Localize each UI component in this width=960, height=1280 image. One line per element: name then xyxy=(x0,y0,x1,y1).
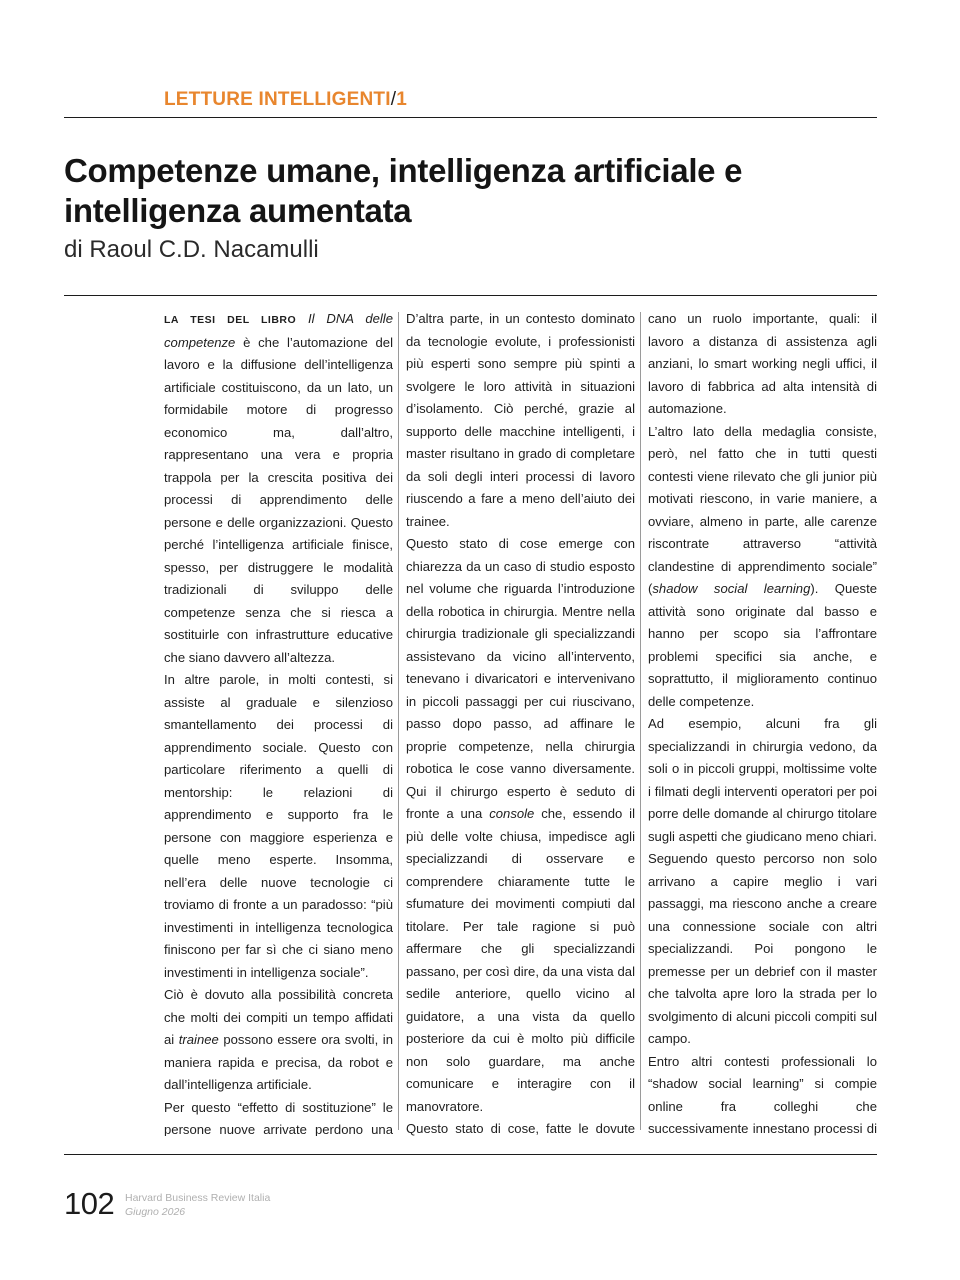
title-rule xyxy=(64,295,877,296)
paragraph-text: è che l’automazione del lavoro e la diffusione dell’intelligenza artificiale costituiscono, da un lato, un formidabile motore di progresso economico ma, dall’altro, rappresentano una vera e propria trappola per la crescita positiva dei processi di apprendimento delle persone e delle organizzazioni. Questo perché l’intelligenza artificiale finisce, spesso, per distruggere le modalità tradizionali di sviluppo delle competenze senza che si riesca a sostituirle con infrastrutture educative che siano davvero all’altezza. xyxy=(164,334,393,665)
paragraph xyxy=(164,308,393,669)
paragraph: In altre parole, in molti contesti, si assiste al graduale e silenzioso smantellamento dei processi di apprendimento sociale. Questo con particolare riferimento a quelli di mentorship: le relazioni di apprendimento e supporto fra le persone con maggiore esperienza e quelle meno esperte. Insomma, nell’era delle nuove tecnologie ci troviamo di fronte a un paradosso: “più investimenti in intelligenza tecnologica finiscono per far sì che ci siano meno investimenti in intelligenza sociale”. xyxy=(164,672,393,980)
paragraph: Ad esempio, alcuni fra gli specializzandi in chirurgia vedono, da soli o in piccoli gruppi, moltissime volte i filmati degli interventi operatori per poi porre delle domande al chirurgo titolare sugli aspetti che giudicano meno chiari. Seguendo questo percorso non solo arrivano a capire meglio i vari passaggi, ma riescono anche a creare una connessione sociale con altri specializzandi. Poi pongono le premesse per un debrief con il master che talvolta apre loro la strada per lo svolgimento di alcuni piccoli compiti sul campo. xyxy=(648,716,877,1046)
section-name: LETTURE INTELLIGENTI xyxy=(164,89,391,110)
text-column-1 xyxy=(164,308,393,1136)
article-title: Competenze umane, intelligenza artificiale e intelligenza aumentata xyxy=(64,152,743,229)
paragraph xyxy=(164,984,393,1097)
footer-credit xyxy=(125,1191,270,1219)
paragraph: Per questo “effetto di sostituzione” le persone nuove arrivate perdono una xyxy=(164,1099,393,1136)
section-header xyxy=(164,89,407,111)
paragraph-text: possono essere ora svolti, in maniera rapida e precisa, da robot e dall’intelligenza artificiale. xyxy=(164,1032,393,1092)
section-number: 1 xyxy=(396,89,407,110)
paragraph-text: Questo stato di cose emerge con chiarezza da un caso di studio esposto nel volume che riguarda l’introduzione della robotica in chirurgia. Mentre nella chirurgia tradizionale gli specializzandi assistevano da vicino all’intervento, tenevano i divaricatori e intervenivano in piccoli passaggi per cui riuscivano, passo dopo passo, ad affinare le proprie competenze, nella chirurgia robotica le cose vanno diversamente. Qui il chirurgo esperto è seduto di fronte a una xyxy=(406,536,635,821)
paragraph: cano un ruolo importante, quali: il lavoro a distanza di assistenza agli anziani, lo smart working negli uffici, il lavoro di fabbrica ad alta intensità di automazione. xyxy=(648,311,877,416)
paragraph-text: che, essendo il più delle volte chiusa, impedisce agli specializzandi di osservare e comprendere chiaramente tutte le sfumature dei movimenti compiuti dal titolare. Per tale ragione si può affermare che gli specializzandi passano, per così dire, da una vista dal sedile anteriore, quello vicino al guidatore, a una vista da quello posteriore da cui è molto più difficile non solo guardare, ma anche comunicare e interagire con il manovratore. xyxy=(406,806,635,1114)
paragraph-text: Ciò è dovuto alla possibilità concreta che molti dei compiti un tempo affidati ai xyxy=(164,987,393,1047)
article-byline: di Raoul C.D. Nacamulli xyxy=(64,236,319,263)
emphasis: trainee xyxy=(178,1032,219,1047)
paragraph: Questo stato di cose, fatte le dovute xyxy=(406,1121,635,1136)
page-number: 102 xyxy=(64,1186,115,1221)
section-slash: / xyxy=(390,89,397,110)
lead-in: LA TESI DEL LIBRO xyxy=(164,314,297,326)
header-rule xyxy=(64,117,877,118)
column-divider xyxy=(640,312,641,1130)
paragraph: Entro altri contesti professionali lo “shadow social learning” si compie online fra colleghi che successivamente innestano processi di xyxy=(648,1053,877,1136)
paragraph-text: ). Queste attività sono originate dal basso e hanno per scopo sia l’affrontare problemi specifici sia anche, e soprattutto, il miglioramento continuo delle competenze. xyxy=(648,581,877,709)
text-column-3 xyxy=(648,308,877,1136)
paragraph xyxy=(648,421,877,714)
emphasis: shadow social learning xyxy=(652,581,811,596)
paragraph xyxy=(406,533,635,1118)
footer-rule xyxy=(64,1154,877,1155)
emphasis: console xyxy=(489,806,535,821)
column-divider xyxy=(398,312,399,1130)
paragraph-text: L’altro lato della medaglia consiste, però, nel fatto che in tutti questi contesti viene rilevato che gli junior più motivati riescono, in varie maniere, a ovviare, almeno in parte, alle carenze riscontrate attraverso “attività clandestine di apprendimento sociale” ( xyxy=(648,423,877,596)
book-title: Il DNA delle competenze xyxy=(164,311,393,350)
publication-name: Harvard Business Review Italia xyxy=(125,1192,271,1204)
issue-date: Giugno 2026 xyxy=(125,1206,186,1218)
text-column-2 xyxy=(406,308,635,1136)
paragraph: D’altra parte, in un contesto dominato da tecnologie evolute, i professionisti più esperti sono sempre più spinti a svolgere le loro attività in situazioni d’isolamento. Ciò perché, grazie al supporto delle macchine intelligenti, i master risultano in grado di completare da soli degli interi processi di lavoro riuscendo a fare a meno dell’aiuto dei trainee. xyxy=(406,311,635,529)
